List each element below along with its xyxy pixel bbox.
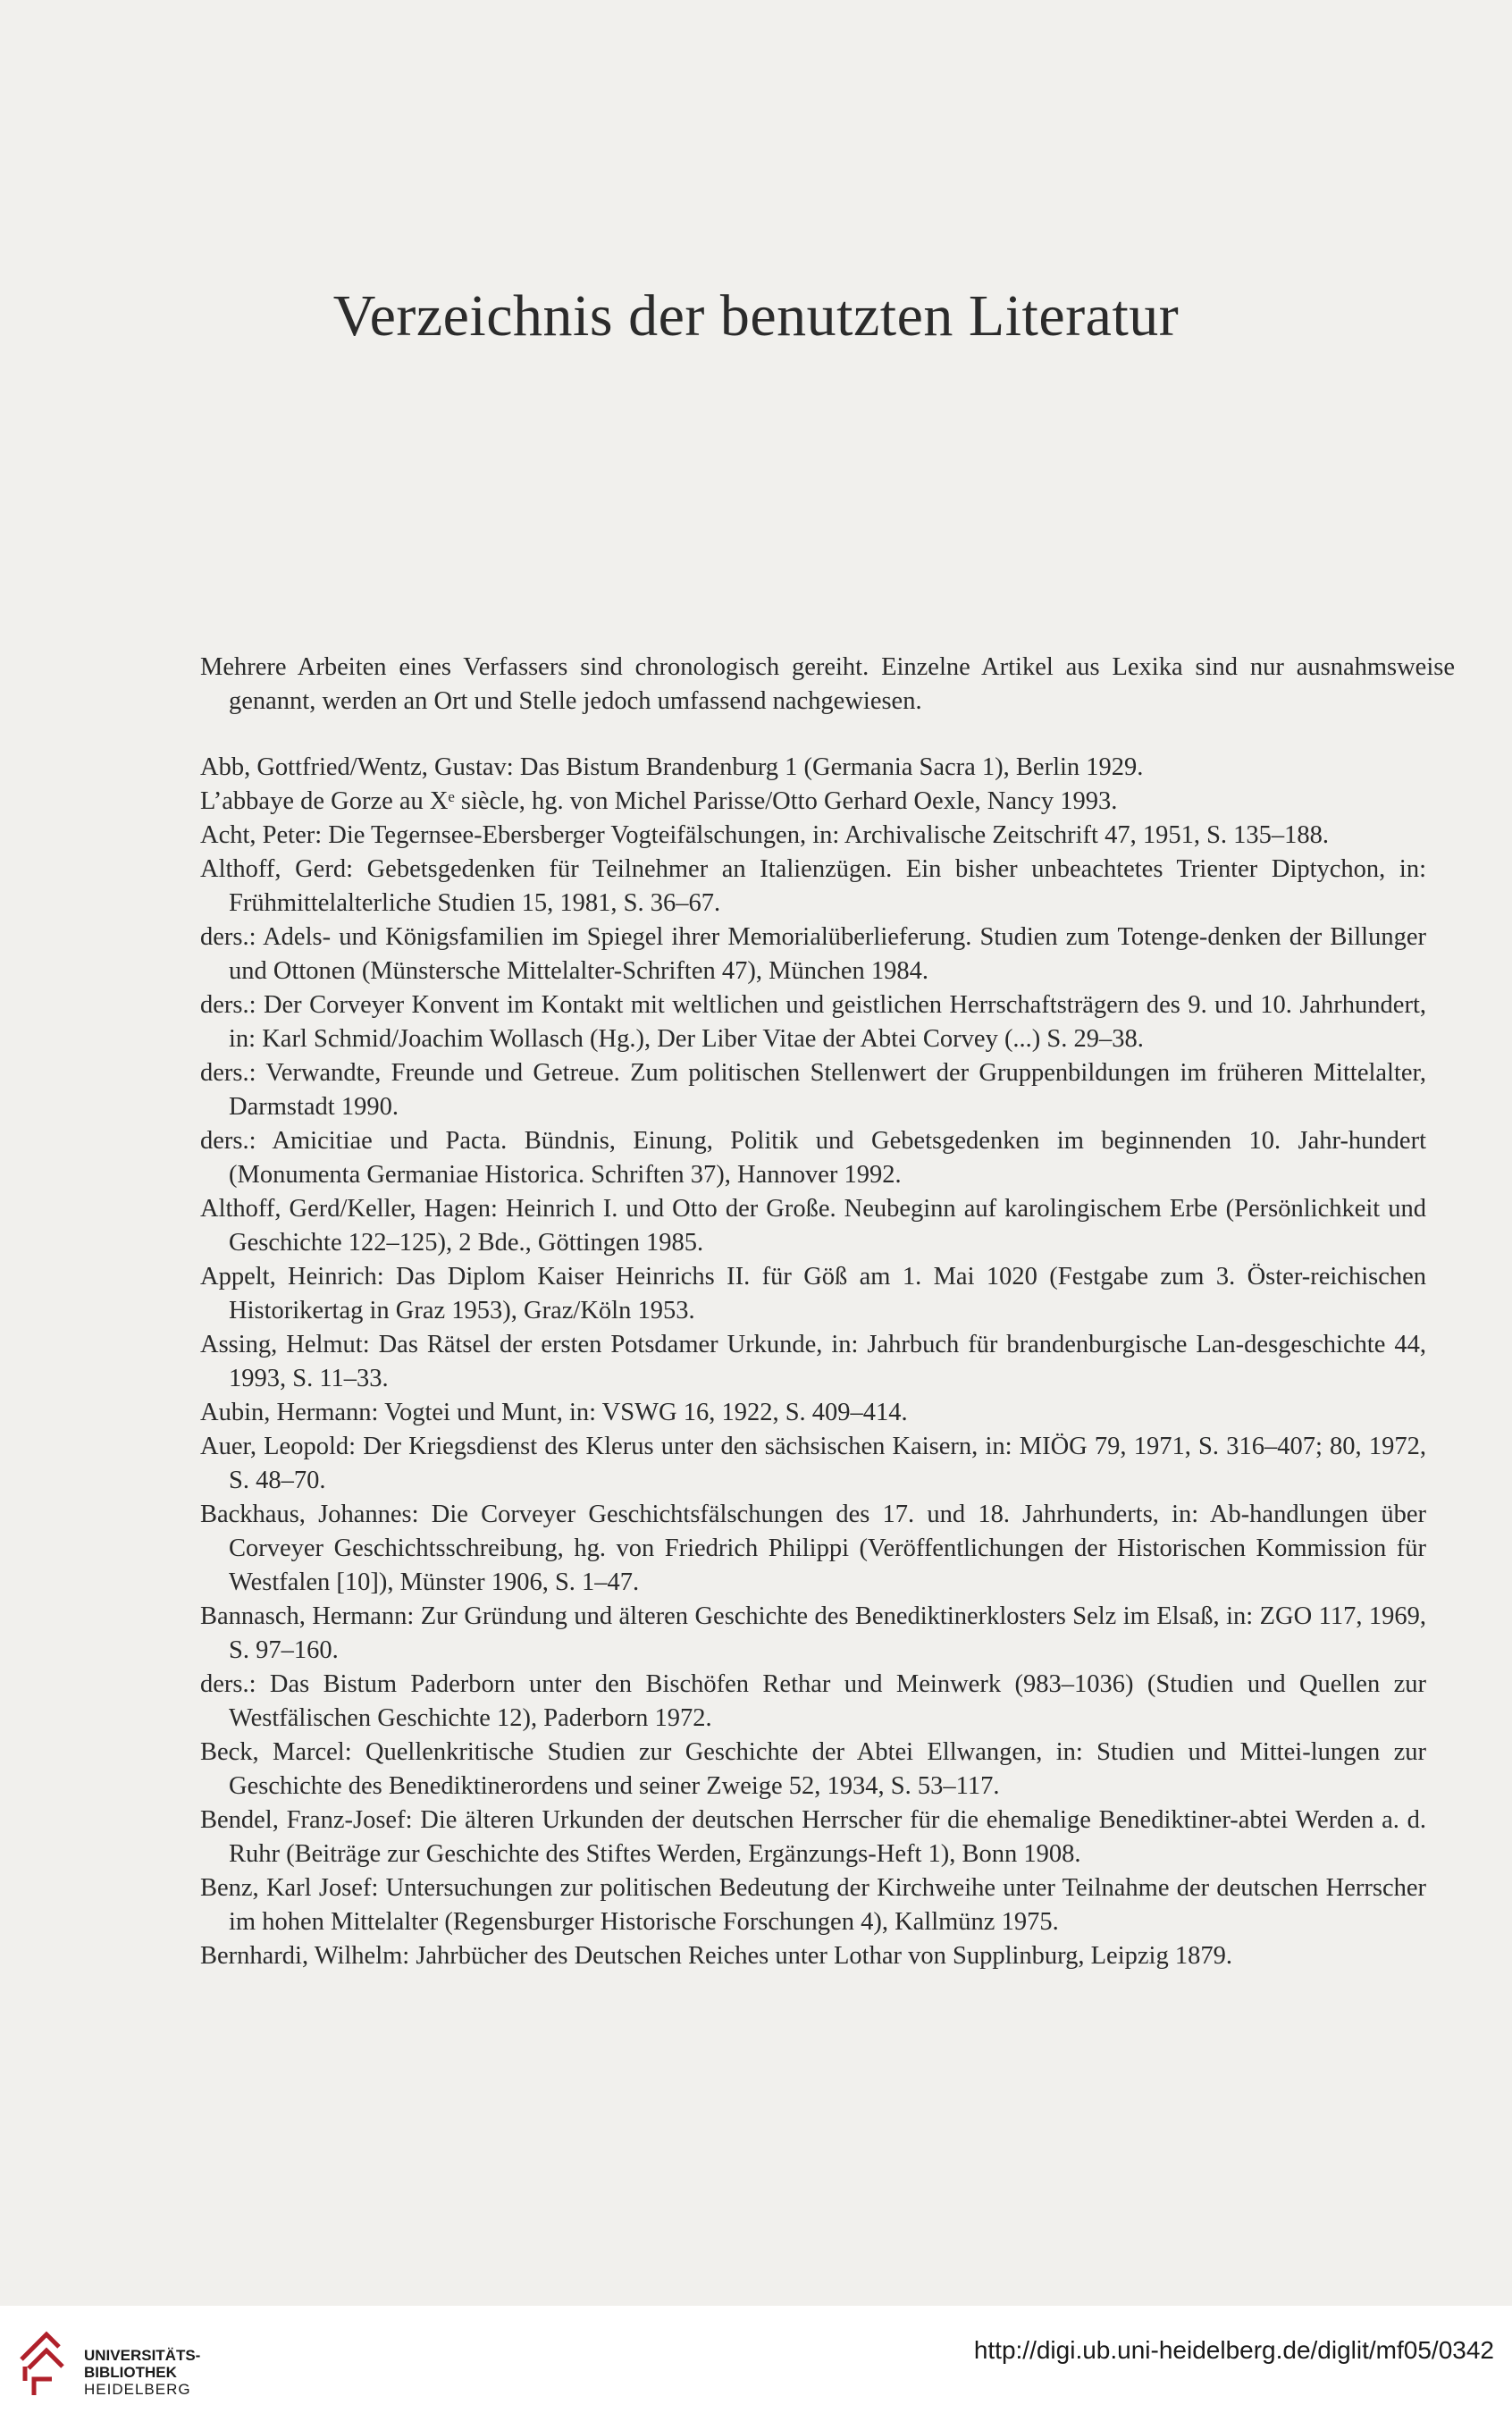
bibliography-entry: Bannasch, Hermann: Zur Gründung und älteren Geschichte des Benediktinerklosters Selz im Elsaß, in: ZGO 117, 1969, S. 97–160. [200,1602,1426,1664]
logo-line-3: HEIDELBERG [84,2381,191,2398]
bibliography-entry: ders.: Adels- und Königsfamilien im Spiegel ihrer Memorialüberlieferung. Studien zum Totenge-denken der Billunger und Ottonen (Münstersche Mittelalter-Schriften 47), München 1984. [200,923,1426,985]
bibliography-entry: Aubin, Hermann: Vogtei und Munt, in: VSWG 16, 1922, S. 409–414. [200,1399,908,1426]
bibliography-entry: ders.: Der Corveyer Konvent im Kontakt mit weltlichen und geistlichen Herrschaftsträgern des 9. und 10. Jahrhundert, in: Karl Schmid/Joachim Wollasch (Hg.), Der Liber Vitae der Abtei Corvey (...) S. 29–38. [200,991,1426,1053]
bibliography-entry: Althoff, Gerd: Gebetsgedenken für Teilnehmer an Italienzügen. Ein bisher unbeachtetes Trienter Diptychon, in: Frühmittelalterliche Studien 15, 1981, S. 36–67. [200,855,1426,917]
library-logo-text [84,2347,200,2398]
bibliography-entry: Auer, Leopold: Der Kriegsdienst des Klerus unter den sächsischen Kaisern, in: MIÖG 79, 1971, S. 316–407; 80, 1972, S. 48–70. [200,1433,1426,1494]
bibliography-entry: Acht, Peter: Die Tegernsee-Ebersberger Vogteifälschungen, in: Archivalische Zeitschrift 47, 1951, S. 135–188. [200,821,1330,849]
ub-heidelberg-logo-icon [16,2324,79,2402]
bibliography-entry: Benz, Karl Josef: Untersuchungen zur politischen Bedeutung der Kirchweihe unter Teilnahme der deutschen Herrscher im hohen Mittelalter (Regensburger Historische Forschungen 4), Kallmünz 1975. [200,1874,1426,1936]
logo-line-2: BIBLIOTHEK [84,2364,177,2381]
permalink-url[interactable]: http://digi.ub.uni-heidelberg.de/diglit/mf05/0342 [973,2336,1494,2364]
intro-paragraph: Mehrere Arbeiten eines Verfassers sind chronologisch gereiht. Einzelne Artikel aus Lexika sind nur ausnahmsweise genannt, werden an Ort und Stelle jedoch umfassend nachgewiesen. [200,653,1455,715]
bibliography-entry: Appelt, Heinrich: Das Diplom Kaiser Heinrichs II. für Göß am 1. Mai 1020 (Festgabe zum 3. Öster-reichischen Historikertag in Graz 1953), Graz/Köln 1953. [200,1263,1426,1324]
bibliography-entry: Assing, Helmut: Das Rätsel der ersten Potsdamer Urkunde, in: Jahrbuch für brandenburgische Lan-desgeschichte 44, 1993, S. 11–33. [200,1331,1426,1392]
footer-bar [0,2306,1512,2430]
bibliography-entry: Beck, Marcel: Quellenkritische Studien zur Geschichte der Abtei Ellwangen, in: Studien und Mittei-lungen zur Geschichte des Benediktinerordens und seiner Zweige 52, 1934, S. 53–117. [200,1738,1426,1800]
bibliography-entry: L’abbaye de Gorze au Xᵉ siècle, hg. von Michel Parisse/Otto Gerhard Oexle, Nancy 1993. [200,787,1118,815]
bibliography-entry: ders.: Amicitiae und Pacta. Bündnis, Einung, Politik und Gebetsgedenken im beginnenden 10. Jahr-hundert (Monumenta Germaniae Historica. Schriften 37), Hannover 1992. [200,1127,1426,1189]
bibliography-entry: Bernhardi, Wilhelm: Jahrbücher des Deutschen Reiches unter Lothar von Supplinburg, Leipzig 1879. [200,1942,1232,1970]
logo-line-1: UNIVERSITÄTS- [84,2347,201,2364]
bibliography-entry: ders.: Verwandte, Freunde und Getreue. Zum politischen Stellenwert der Gruppenbildungen im früheren Mittelalter, Darmstadt 1990. [200,1059,1426,1121]
bibliography-entry: Abb, Gottfried/Wentz, Gustav: Das Bistum Brandenburg 1 (Germania Sacra 1), Berlin 1929. [200,753,1144,781]
bibliography-entry: Backhaus, Johannes: Die Corveyer Geschichtsfälschungen des 17. und 18. Jahrhunderts, in: Ab-handlungen über Corveyer Geschichtsschreibung, hg. von Friedrich Philippi (Veröffentlichungen der Historischen Kommission für Westfalen [10]), Münster 1906, S. 1–47. [200,1501,1426,1596]
bibliography-entry: Althoff, Gerd/Keller, Hagen: Heinrich I. und Otto der Große. Neubeginn auf karolingischem Erbe (Persönlichkeit und Geschichte 122–125), 2 Bde., Göttingen 1985. [200,1195,1426,1257]
bibliography-entry: Bendel, Franz-Josef: Die älteren Urkunden der deutschen Herrscher für die ehemalige Benediktiner-abtei Werden a. d. Ruhr (Beiträge zur Geschichte des Stiftes Werden, Ergänzungs-Heft 1), Bonn 1908. [200,1806,1426,1868]
page-title: Verzeichnis der benutzten Literatur [332,283,1180,349]
bibliography-list [200,751,1426,1973]
bibliography-entry: ders.: Das Bistum Paderborn unter den Bischöfen Rethar und Meinwerk (983–1036) (Studien und Quellen zur Westfälischen Geschichte 12), Paderborn 1972. [200,1670,1426,1732]
